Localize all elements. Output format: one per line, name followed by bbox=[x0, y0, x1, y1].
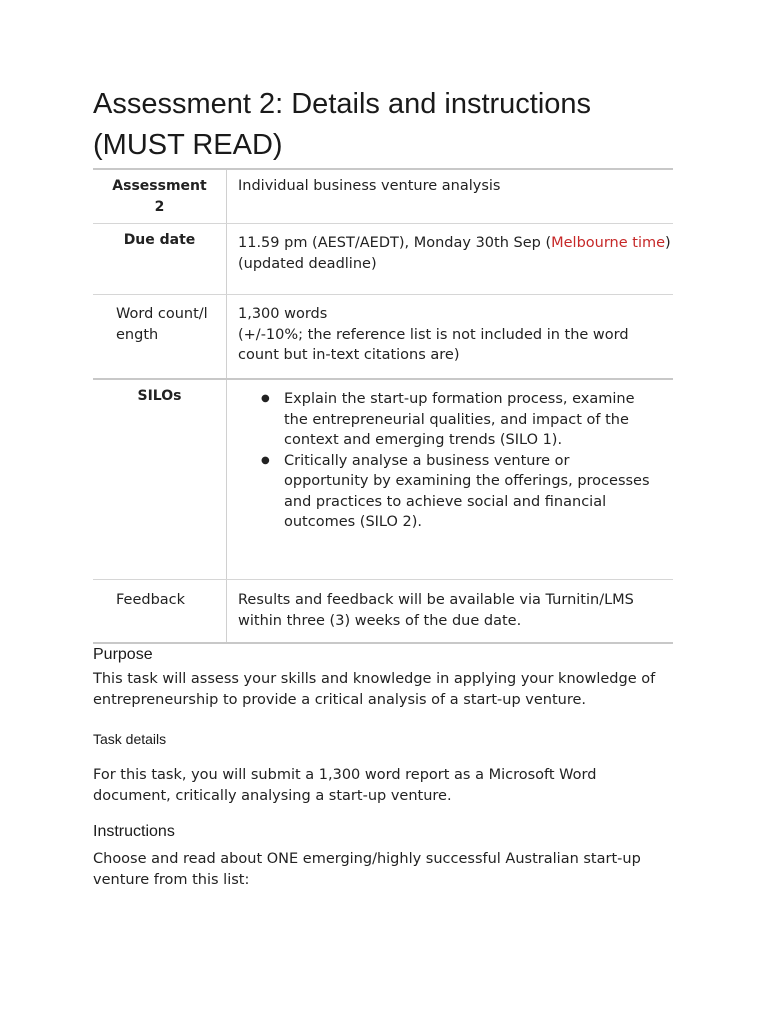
row-value-cell bbox=[227, 295, 674, 380]
word-count-note: (+/-10%; the reference list is not included in the word count but in-text citations are) bbox=[238, 326, 629, 363]
list-item: ● Explain the start-up formation process, examine the entrepreneurial qualities, and impact of the context and emerging trends (SILO 1). bbox=[284, 389, 673, 451]
task-details-text: For this task, you will submit a 1,300 word report as a Microsoft Word document, critically analysing a start-up venture. bbox=[93, 767, 597, 804]
row-value-cell bbox=[227, 169, 674, 224]
purpose-heading: Purpose bbox=[93, 646, 153, 663]
table-row bbox=[93, 379, 673, 580]
purpose-text: This task will assess your skills and knowledge in applying your knowledge of entrepreneurship to provide a critical analysis of a start-up venture. bbox=[93, 671, 656, 708]
instructions-text: Choose and read about ONE emerging/highly successful Australian start-up venture from this list: bbox=[93, 851, 641, 888]
row-value-cell bbox=[227, 379, 674, 580]
melbourne-time-link[interactable]: Melbourne time bbox=[551, 235, 666, 251]
instructions-heading: Instructions bbox=[93, 823, 175, 840]
word-count-value bbox=[238, 295, 673, 366]
row-label-cell bbox=[93, 169, 227, 224]
silos-value bbox=[238, 380, 673, 533]
table-row bbox=[93, 580, 673, 644]
word-count-line: 1,300 words bbox=[238, 306, 328, 322]
feedback-value: Results and feedback will be available via Turnitin/LMS within three (3) weeks of the due date. bbox=[238, 592, 634, 629]
list-item: ● Critically analyse a business venture or opportunity by examining the offerings, processes and practices to achieve social and financial outcomes (SILO 2). bbox=[284, 451, 673, 533]
document-page bbox=[93, 84, 673, 890]
row-label-cell bbox=[93, 379, 227, 580]
due-date-value bbox=[238, 224, 673, 274]
table-row bbox=[93, 224, 673, 295]
row-label-cell bbox=[93, 580, 227, 644]
silos-list bbox=[238, 389, 673, 533]
task-details-heading: Task details bbox=[93, 731, 167, 747]
assessment-label: Assessment 2 bbox=[112, 178, 207, 215]
due-date-text: 11.59 pm (AEST/AEDT), Monday 30th Sep ( bbox=[238, 235, 552, 251]
due-date-suffix: ) (updated deadline) bbox=[238, 235, 671, 272]
row-label-cell bbox=[93, 224, 227, 295]
page-title: Assessment 2: Details and instructions (MUST READ) bbox=[93, 88, 592, 161]
word-count-label: Word count/length bbox=[116, 306, 208, 343]
due-date-label: Due date bbox=[123, 232, 196, 248]
row-label-cell bbox=[93, 295, 227, 380]
assessment-value: Individual business venture analysis bbox=[238, 178, 501, 194]
feedback-label: Feedback bbox=[116, 592, 186, 608]
assessment-details-table bbox=[93, 168, 673, 644]
table-row bbox=[93, 169, 673, 224]
row-value-cell bbox=[227, 580, 674, 644]
table-row bbox=[93, 295, 673, 380]
row-value-cell bbox=[227, 224, 674, 295]
silos-label: SILOs bbox=[137, 388, 182, 404]
